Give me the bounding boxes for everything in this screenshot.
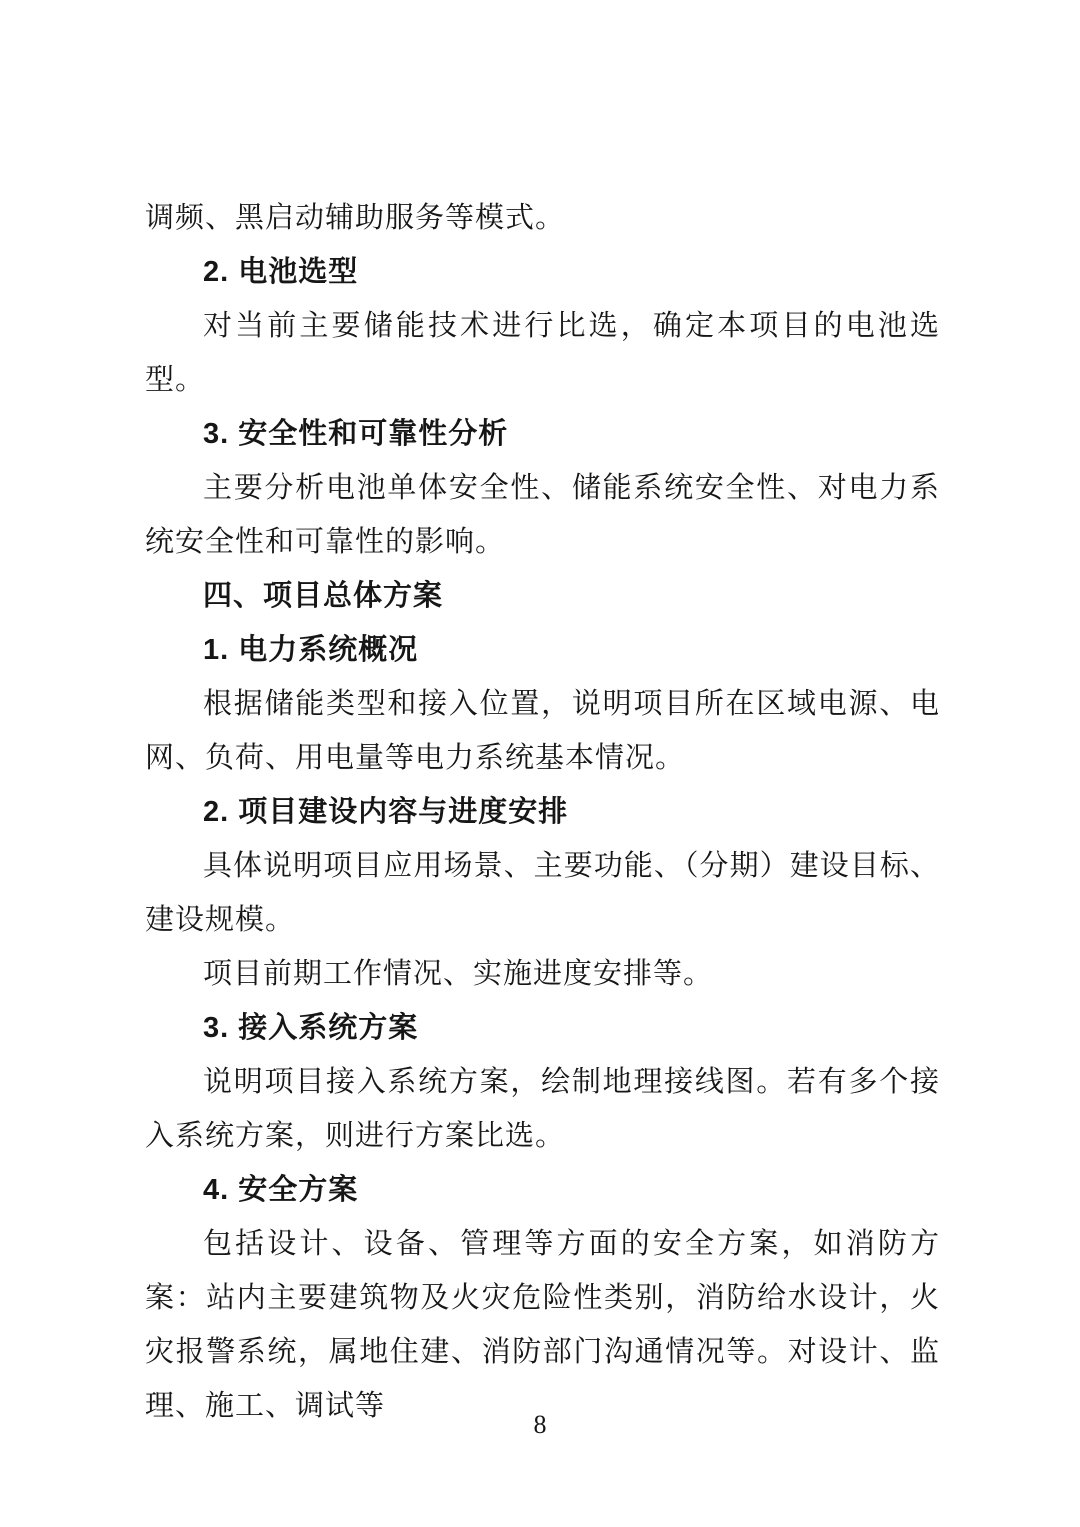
section-heading-power-system-overview: 1. 电力系统概况 [203, 634, 419, 666]
paragraph: 具体说明项目应用场景、主要功能、（分期）建设目标、建设规模。 [145, 850, 940, 936]
paragraph: 包括设计、设备、管理等方面的安全方案，如消防方案：站内主要建筑物及火灾危险性类别，消防给水设计，火灾报警系统，属地住建、消防部门沟通情况等。对设计、监理、施工、调试等 [145, 1228, 940, 1422]
section-heading-safety-reliability-analysis: 3. 安全性和可靠性分析 [203, 418, 509, 450]
paragraph: 主要分析电池单体安全性、储能系统安全性、对电力系统安全性和可靠性的影响。 [145, 472, 940, 558]
section-heading-grid-connection-plan: 3. 接入系统方案 [203, 1012, 419, 1044]
section-heading-battery-selection: 2. 电池选型 [203, 256, 359, 288]
paragraph: 项目前期工作情况、实施进度安排等。 [203, 958, 714, 990]
paragraph-continued: 调频、黑启动辅助服务等模式。 [145, 202, 566, 234]
paragraph: 对当前主要储能技术进行比选，确定本项目的电池选型。 [145, 310, 940, 396]
section-heading-safety-plan: 4. 安全方案 [203, 1174, 359, 1206]
chapter-heading-project-overall-plan: 四、项目总体方案 [203, 580, 444, 612]
page-number: 8 [533, 1410, 547, 1439]
paragraph: 根据储能类型和接入位置，说明项目所在区域电源、电网、负荷、用电量等电力系统基本情况。 [145, 688, 940, 774]
paragraph: 说明项目接入系统方案，绘制地理接线图。若有多个接入系统方案，则进行方案比选。 [145, 1066, 940, 1152]
document-content [145, 191, 940, 1433]
section-heading-construction-content-schedule: 2. 项目建设内容与进度安排 [203, 796, 569, 828]
